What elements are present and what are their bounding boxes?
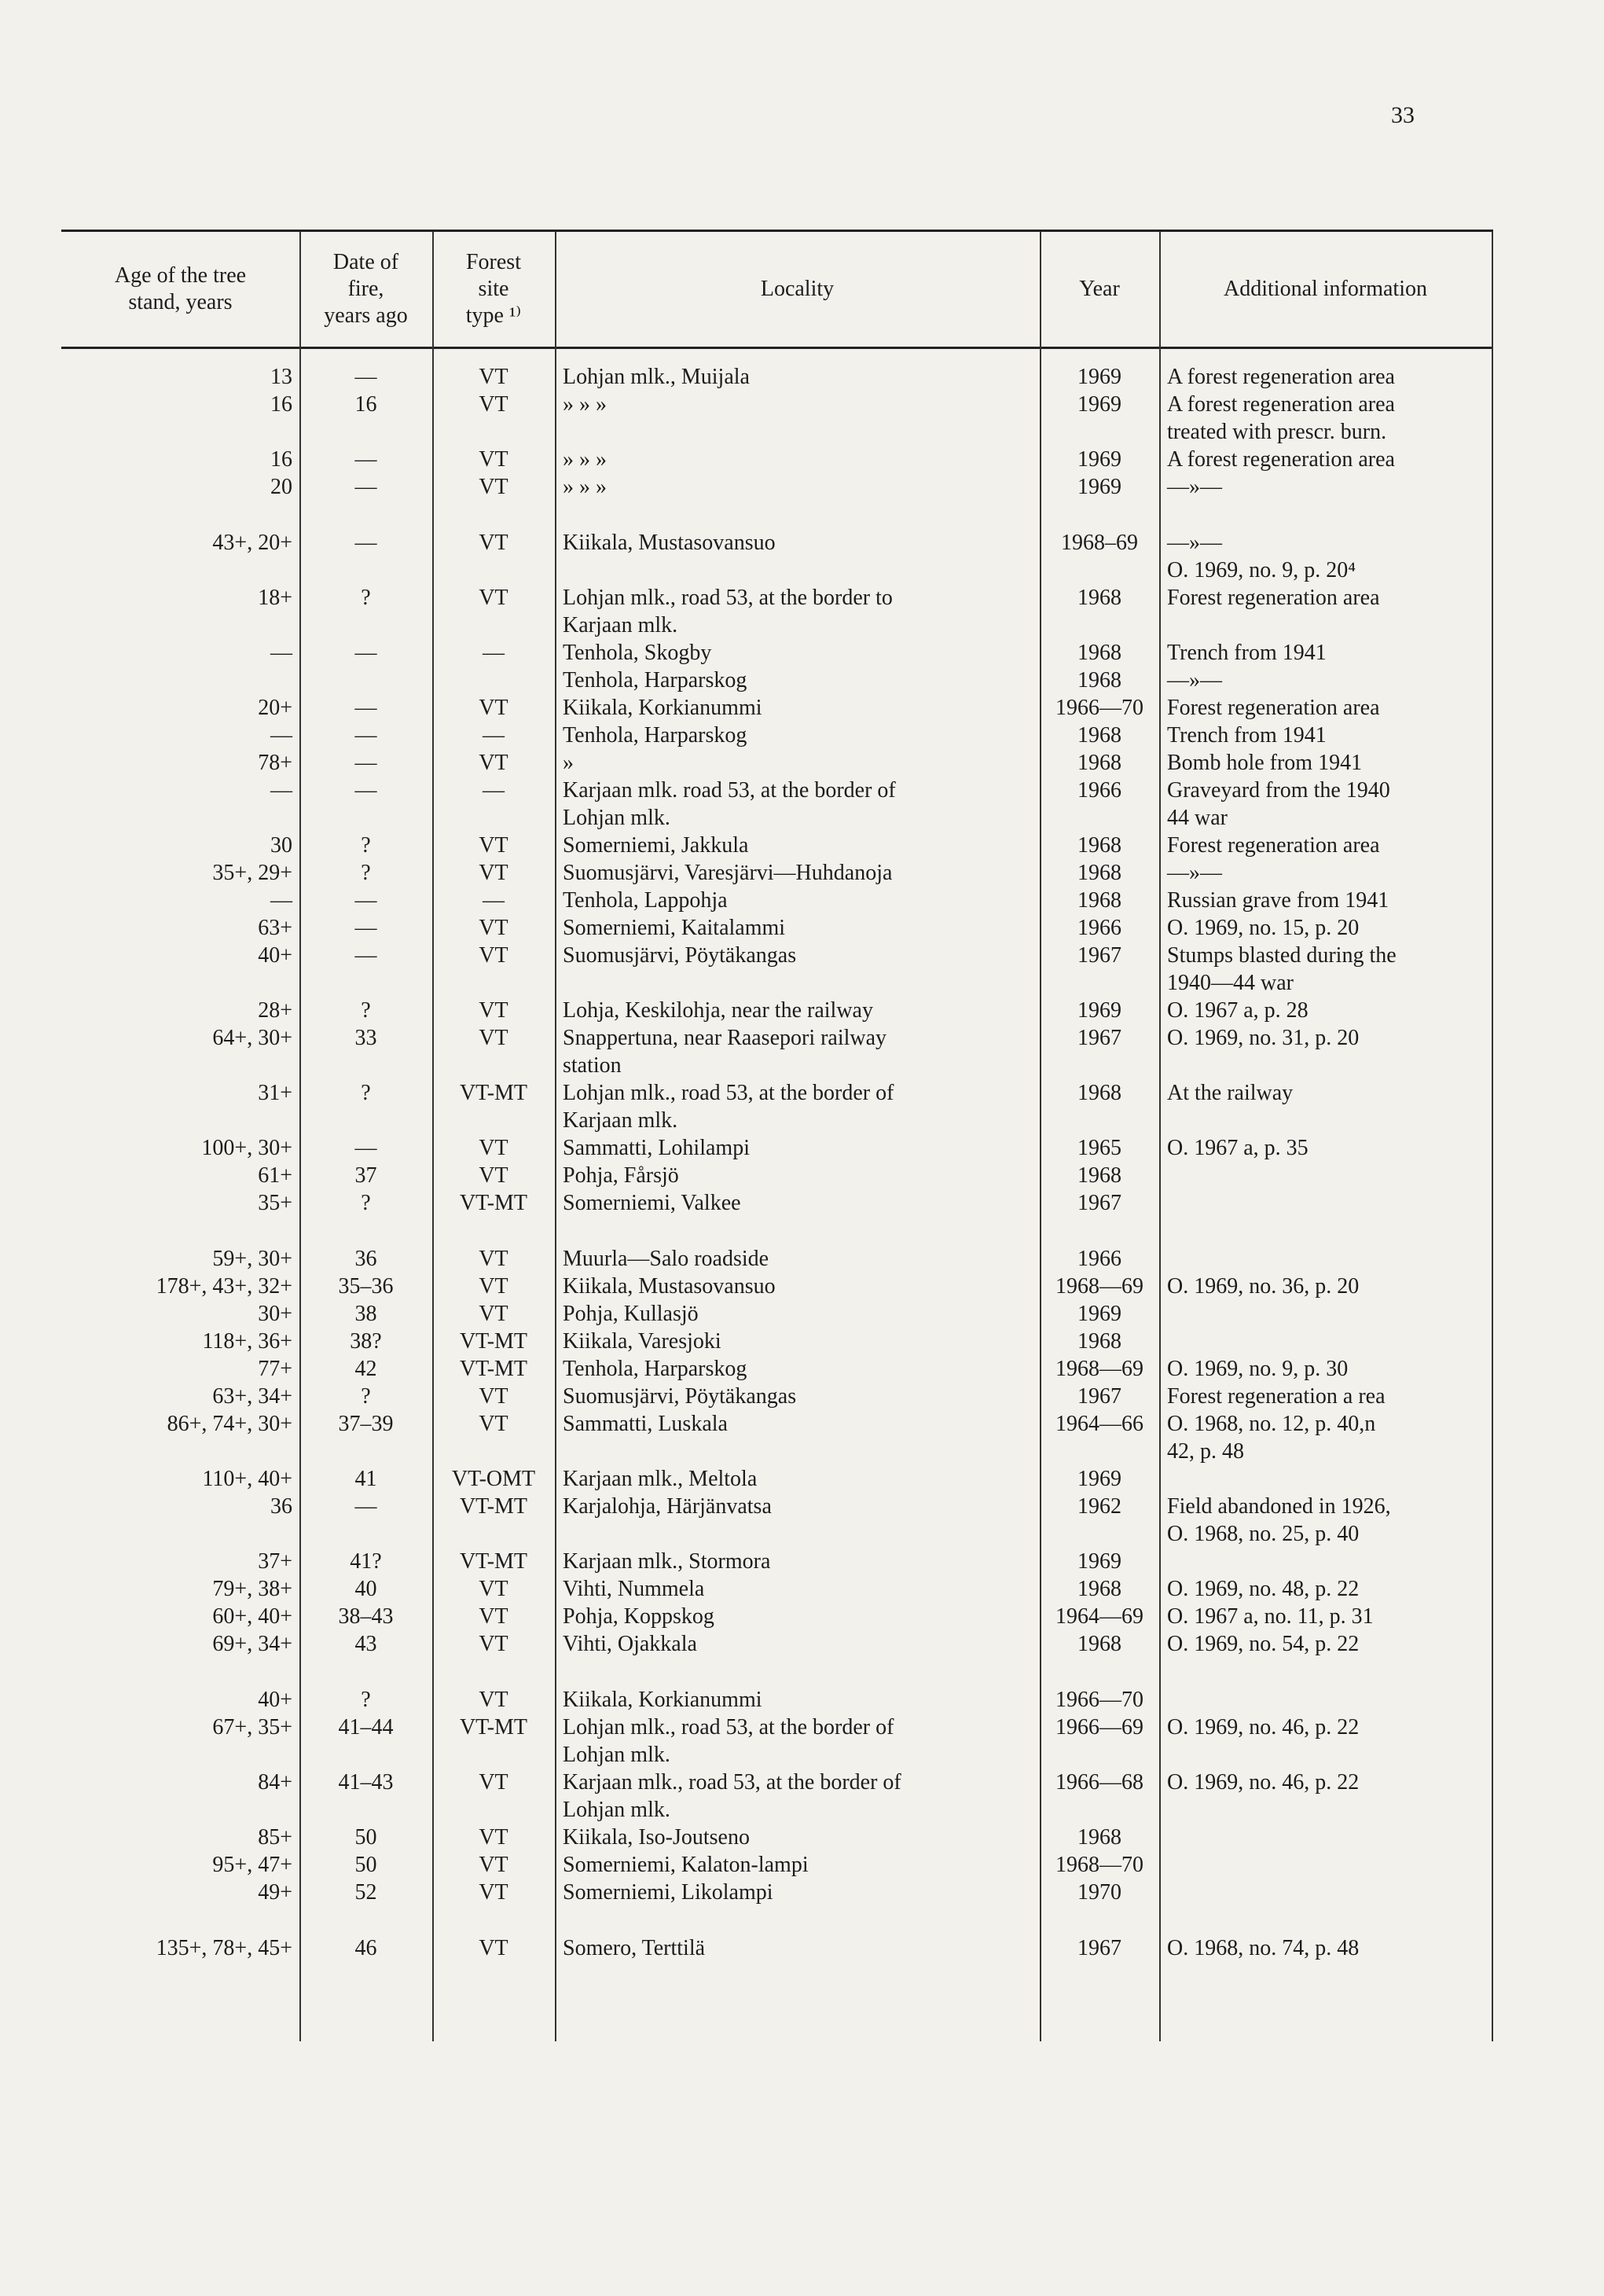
cell-site-type: — bbox=[483, 723, 505, 748]
cell-fire-date: — bbox=[354, 1494, 377, 1519]
cell-fire-date: 41? bbox=[350, 1549, 382, 1574]
cell-site-type: VT-MT bbox=[459, 1357, 528, 1381]
cell-fire-date: ? bbox=[361, 1384, 371, 1409]
cell-locality: Pohja, Kullasjö bbox=[563, 1302, 699, 1326]
cell-fire-date: 36 bbox=[354, 1247, 377, 1271]
cell-age: 78+ bbox=[258, 751, 292, 775]
cell-additional-info: A forest regeneration area bbox=[1167, 365, 1395, 389]
cell-age: 43+, 20+ bbox=[212, 531, 292, 555]
table-row bbox=[61, 1079, 1493, 1134]
cell-year: 1964—66 bbox=[1055, 1412, 1143, 1436]
cell-site-type: VT bbox=[479, 1688, 508, 1712]
cell-fire-date: — bbox=[354, 365, 377, 389]
cell-fire-date: 41 bbox=[354, 1467, 377, 1491]
cell-additional-info: Trench from 1941 bbox=[1167, 723, 1327, 748]
cell-site-type: VT bbox=[479, 1136, 508, 1160]
cell-age: 16 bbox=[270, 392, 292, 417]
header-age: Age of the tree stand, years bbox=[114, 263, 247, 314]
cell-locality: Lohjan mlk., road 53, at the border to Karjaan mlk. bbox=[563, 586, 893, 637]
cell-additional-info: O. 1969, no. 36, p. 20 bbox=[1167, 1274, 1360, 1299]
cell-year: 1966—69 bbox=[1055, 1715, 1143, 1739]
cell-fire-date: — bbox=[354, 778, 377, 803]
cell-year: 1968 bbox=[1077, 641, 1121, 665]
cell-year: 1966 bbox=[1077, 1247, 1121, 1271]
header-locality: Locality bbox=[760, 277, 835, 301]
cell-year: 1968 bbox=[1077, 586, 1121, 610]
cell-year: 1969 bbox=[1077, 1302, 1121, 1326]
cell-age: 135+, 78+, 45+ bbox=[156, 1936, 292, 1960]
header-additional-info: Additional information bbox=[1224, 277, 1427, 301]
cell-locality: Tenhola, Harparskog bbox=[563, 1357, 747, 1381]
cell-year: 1967 bbox=[1077, 1384, 1121, 1409]
cell-site-type: VT bbox=[479, 365, 508, 389]
cell-additional-info: Russian grave from 1941 bbox=[1167, 888, 1389, 913]
cell-year: 1969 bbox=[1077, 392, 1121, 417]
cell-year: 1968 bbox=[1077, 723, 1121, 748]
cell-additional-info: O. 1969, no. 31, p. 20 bbox=[1167, 1026, 1360, 1050]
cell-site-type: VT bbox=[479, 475, 508, 499]
cell-year: 1968—70 bbox=[1055, 1853, 1143, 1877]
cell-additional-info: Forest regeneration area bbox=[1167, 586, 1380, 610]
cell-site-type: VT bbox=[479, 833, 508, 858]
cell-age: 20+ bbox=[258, 696, 292, 720]
cell-site-type: VT bbox=[479, 1302, 508, 1326]
table-row bbox=[61, 1410, 1493, 1465]
cell-age: 64+, 30+ bbox=[212, 1026, 292, 1050]
cell-age: 79+, 38+ bbox=[212, 1577, 292, 1601]
cell-fire-date: 37 bbox=[354, 1163, 377, 1188]
table-row bbox=[61, 1934, 1493, 1962]
cell-site-type: VT bbox=[479, 998, 508, 1023]
cell-locality: Lohjan mlk., road 53, at the border of Lohjan mlk. bbox=[563, 1715, 894, 1767]
cell-fire-date: 52 bbox=[354, 1880, 377, 1905]
table-row bbox=[61, 1851, 1493, 1879]
cell-age: 13 bbox=[270, 365, 292, 389]
cell-site-type: VT bbox=[479, 1825, 508, 1850]
cell-additional-info: O. 1968, no. 12, p. 40,n 42, p. 48 bbox=[1167, 1412, 1376, 1464]
cell-fire-date: — bbox=[354, 475, 377, 499]
cell-additional-info: Forest regeneration area bbox=[1167, 833, 1380, 858]
cell-site-type: VT bbox=[479, 1163, 508, 1188]
cell-site-type: VT bbox=[479, 1026, 508, 1050]
cell-age: 37+ bbox=[258, 1549, 292, 1574]
cell-age: 85+ bbox=[258, 1825, 292, 1850]
cell-year: 1965 bbox=[1077, 1136, 1121, 1160]
table-row bbox=[61, 1245, 1493, 1273]
cell-site-type: VT bbox=[479, 1936, 508, 1960]
table-row bbox=[61, 1189, 1493, 1245]
cell-age: — bbox=[270, 723, 292, 748]
cell-year: 1967 bbox=[1077, 1191, 1121, 1215]
cell-age: 35+, 29+ bbox=[212, 861, 292, 885]
table-row bbox=[61, 1465, 1493, 1493]
table-row bbox=[61, 446, 1493, 473]
table-row bbox=[61, 529, 1493, 584]
table-row bbox=[61, 997, 1493, 1024]
cell-site-type: VT bbox=[479, 916, 508, 940]
cell-fire-date: — bbox=[354, 916, 377, 940]
cell-site-type: — bbox=[483, 641, 505, 665]
cell-fire-date: ? bbox=[361, 998, 371, 1023]
cell-year: 1968—69 bbox=[1055, 1274, 1143, 1299]
cell-site-type: — bbox=[483, 888, 505, 913]
table-row bbox=[61, 1300, 1493, 1328]
cell-site-type: VT bbox=[479, 1412, 508, 1436]
cell-site-type: VT-MT bbox=[459, 1081, 528, 1105]
table-row bbox=[61, 1134, 1493, 1162]
cell-site-type: VT-MT bbox=[459, 1549, 528, 1574]
cell-site-type: VT bbox=[479, 943, 508, 968]
cell-fire-date: ? bbox=[361, 1191, 371, 1215]
cell-year: 1968 bbox=[1077, 668, 1121, 692]
cell-locality: Kiikala, Korkianummi bbox=[563, 696, 762, 720]
cell-locality: Lohjan mlk., Muijala bbox=[563, 365, 750, 389]
cell-fire-date: ? bbox=[361, 833, 371, 858]
cell-locality: » » » bbox=[563, 447, 607, 472]
cell-fire-date: ? bbox=[361, 1081, 371, 1105]
cell-locality: Snappertuna, near Raasepori railway station bbox=[563, 1026, 887, 1078]
cell-year: 1969 bbox=[1077, 475, 1121, 499]
cell-year: 1962 bbox=[1077, 1494, 1121, 1519]
cell-age: 95+, 47+ bbox=[212, 1853, 292, 1877]
cell-year: 1966—70 bbox=[1055, 1688, 1143, 1712]
cell-year: 1967 bbox=[1077, 1026, 1121, 1050]
table-row bbox=[61, 584, 1493, 639]
cell-site-type: VT bbox=[479, 447, 508, 472]
table-row bbox=[61, 1383, 1493, 1410]
cell-locality: Kiikala, Mustasovansuo bbox=[563, 531, 776, 555]
cell-year: 1968 bbox=[1077, 833, 1121, 858]
table-row bbox=[61, 391, 1493, 446]
cell-site-type: VT bbox=[479, 1384, 508, 1409]
cell-locality: Kiikala, Varesjoki bbox=[563, 1329, 721, 1354]
cell-year: 1964—69 bbox=[1055, 1604, 1143, 1629]
cell-locality: Muurla—Salo roadside bbox=[563, 1247, 769, 1271]
cell-age: 69+, 34+ bbox=[212, 1632, 292, 1656]
table-row bbox=[61, 1548, 1493, 1575]
cell-locality: Karjaan mlk., Stormora bbox=[563, 1549, 771, 1574]
cell-locality: Karjaan mlk., Meltola bbox=[563, 1467, 758, 1491]
cell-fire-date: 33 bbox=[354, 1026, 377, 1050]
cell-locality: Tenhola, Harparskog bbox=[563, 668, 747, 692]
cell-locality: Suomusjärvi, Pöytäkangas bbox=[563, 1384, 797, 1409]
cell-fire-date: 37–39 bbox=[338, 1412, 394, 1436]
cell-locality: Suomusjärvi, Pöytäkangas bbox=[563, 943, 797, 968]
table-row bbox=[61, 1328, 1493, 1355]
cell-year: 1968 bbox=[1077, 1632, 1121, 1656]
cell-age: 110+, 40+ bbox=[202, 1467, 292, 1491]
cell-year: 1969 bbox=[1077, 1549, 1121, 1574]
cell-locality: Karjaan mlk., road 53, at the border of Lohjan mlk. bbox=[563, 1770, 901, 1822]
cell-fire-date: — bbox=[354, 696, 377, 720]
cell-age: 63+ bbox=[258, 916, 292, 940]
cell-year: 1970 bbox=[1077, 1880, 1121, 1905]
cell-age: 30+ bbox=[258, 1302, 292, 1326]
cell-site-type: VT bbox=[479, 1247, 508, 1271]
cell-locality: Somerniemi, Jakkula bbox=[563, 833, 749, 858]
cell-age: 63+, 34+ bbox=[212, 1384, 292, 1409]
cell-year: 1969 bbox=[1077, 365, 1121, 389]
cell-fire-date: 42 bbox=[354, 1357, 377, 1381]
cell-fire-date: 50 bbox=[354, 1853, 377, 1877]
table-row bbox=[61, 1575, 1493, 1603]
cell-fire-date: — bbox=[354, 943, 377, 968]
cell-locality: Tenhola, Harparskog bbox=[563, 723, 747, 748]
cell-site-type: VT-MT bbox=[459, 1715, 528, 1739]
cell-age: 31+ bbox=[258, 1081, 292, 1105]
cell-year: 1968 bbox=[1077, 1329, 1121, 1354]
cell-locality: Lohja, Keskilohja, near the railway bbox=[563, 998, 873, 1023]
table-row bbox=[61, 1686, 1493, 1714]
cell-age: 86+, 74+, 30+ bbox=[167, 1412, 292, 1436]
cell-fire-date: ? bbox=[361, 586, 371, 610]
table-row bbox=[61, 667, 1493, 694]
cell-locality: Somerniemi, Likolampi bbox=[563, 1880, 773, 1905]
table-row bbox=[61, 1603, 1493, 1630]
cell-additional-info: O. 1968, no. 74, p. 48 bbox=[1167, 1936, 1360, 1960]
cell-site-type: VT bbox=[479, 861, 508, 885]
cell-locality: Kiikala, Iso-Joutseno bbox=[563, 1825, 750, 1850]
table-row bbox=[61, 1769, 1493, 1824]
cell-age: 100+, 30+ bbox=[201, 1136, 292, 1160]
cell-locality: Tenhola, Skogby bbox=[563, 641, 712, 665]
cell-site-type: VT bbox=[479, 1770, 508, 1795]
cell-age: 60+, 40+ bbox=[212, 1604, 292, 1629]
cell-age: 67+, 35+ bbox=[212, 1715, 292, 1739]
cell-year: 1968 bbox=[1077, 1825, 1121, 1850]
page-number: 33 bbox=[1391, 102, 1415, 128]
cell-additional-info: O. 1969, no. 48, p. 22 bbox=[1167, 1577, 1360, 1601]
cell-additional-info: Field abandoned in 1926, O. 1968, no. 25, p. 40 bbox=[1167, 1494, 1391, 1546]
cell-additional-info: —»— bbox=[1167, 668, 1222, 692]
cell-fire-date: ? bbox=[361, 861, 371, 885]
header-fire-date: Date of fire, years ago bbox=[324, 250, 408, 328]
cell-age: 20 bbox=[270, 475, 292, 499]
cell-year: 1968–69 bbox=[1061, 531, 1138, 555]
cell-age: — bbox=[270, 778, 292, 803]
table-row bbox=[61, 777, 1493, 832]
cell-additional-info: Trench from 1941 bbox=[1167, 641, 1327, 665]
cell-age: 77+ bbox=[258, 1357, 292, 1381]
cell-year: 1966 bbox=[1077, 916, 1121, 940]
cell-age: 28+ bbox=[258, 998, 292, 1023]
cell-year: 1968 bbox=[1077, 888, 1121, 913]
cell-additional-info: O. 1969, no. 15, p. 20 bbox=[1167, 916, 1360, 940]
cell-additional-info: Forest regeneration area bbox=[1167, 696, 1380, 720]
cell-site-type: VT bbox=[479, 1880, 508, 1905]
cell-locality: Suomusjärvi, Varesjärvi—Huhdanoja bbox=[563, 861, 893, 885]
cell-fire-date: 41–43 bbox=[338, 1770, 394, 1795]
cell-site-type: VT bbox=[479, 531, 508, 555]
cell-locality: Kiikala, Korkianummi bbox=[563, 1688, 762, 1712]
cell-year: 1968 bbox=[1077, 1081, 1121, 1105]
cell-fire-date: 38–43 bbox=[338, 1604, 394, 1629]
cell-site-type: VT-MT bbox=[459, 1329, 528, 1354]
cell-site-type: VT bbox=[479, 1632, 508, 1656]
cell-locality: Kiikala, Mustasovansuo bbox=[563, 1274, 776, 1299]
cell-year: 1966 bbox=[1077, 778, 1121, 803]
cell-year: 1966—68 bbox=[1055, 1770, 1143, 1795]
cell-age: 40+ bbox=[258, 943, 292, 968]
cell-fire-date: — bbox=[354, 447, 377, 472]
cell-age: 18+ bbox=[258, 586, 292, 610]
cell-year: 1968 bbox=[1077, 1577, 1121, 1601]
table-row bbox=[61, 1824, 1493, 1851]
table-row bbox=[61, 914, 1493, 942]
cell-additional-info: O. 1967 a, p. 35 bbox=[1167, 1136, 1309, 1160]
cell-locality: Lohjan mlk., road 53, at the border of Karjaan mlk. bbox=[563, 1081, 894, 1133]
cell-fire-date: 40 bbox=[354, 1577, 377, 1601]
cell-site-type: VT bbox=[479, 586, 508, 610]
cell-site-type: VT bbox=[479, 751, 508, 775]
cell-locality: » » » bbox=[563, 392, 607, 417]
cell-site-type: VT bbox=[479, 696, 508, 720]
cell-age: — bbox=[270, 888, 292, 913]
cell-locality: Karjalohja, Härjänvatsa bbox=[563, 1494, 772, 1519]
cell-age: 16 bbox=[270, 447, 292, 472]
cell-locality: Sammatti, Lohilampi bbox=[563, 1136, 750, 1160]
table-row bbox=[61, 832, 1493, 859]
cell-fire-date: — bbox=[354, 723, 377, 748]
cell-additional-info: O. 1967 a, no. 11, p. 31 bbox=[1167, 1604, 1374, 1629]
cell-fire-date: — bbox=[354, 888, 377, 913]
table-row bbox=[61, 1273, 1493, 1300]
header-bottom-rule bbox=[61, 347, 1493, 349]
table-body bbox=[61, 363, 1493, 1962]
cell-year: 1968 bbox=[1077, 751, 1121, 775]
cell-additional-info: —»— bbox=[1167, 861, 1222, 885]
cell-locality: Sammatti, Luskala bbox=[563, 1412, 728, 1436]
table-row bbox=[61, 1493, 1493, 1548]
cell-fire-date: ? bbox=[361, 1688, 371, 1712]
cell-fire-date: — bbox=[354, 751, 377, 775]
cell-site-type: VT bbox=[479, 1577, 508, 1601]
cell-site-type: VT-OMT bbox=[451, 1467, 536, 1491]
cell-locality: » bbox=[563, 751, 574, 775]
cell-additional-info: —»— O. 1969, no. 9, p. 20⁴ bbox=[1167, 531, 1356, 582]
table-row bbox=[61, 1714, 1493, 1769]
table-row bbox=[61, 942, 1493, 997]
cell-fire-date: — bbox=[354, 1136, 377, 1160]
cell-additional-info: At the railway bbox=[1167, 1081, 1294, 1105]
cell-site-type: VT bbox=[479, 1274, 508, 1299]
data-table bbox=[61, 230, 1493, 2045]
table-row bbox=[61, 363, 1493, 391]
cell-locality: Somerniemi, Kalaton-lampi bbox=[563, 1853, 809, 1877]
table-row bbox=[61, 1879, 1493, 1934]
cell-additional-info: O. 1969, no. 46, p. 22 bbox=[1167, 1770, 1360, 1795]
cell-year: 1967 bbox=[1077, 1936, 1121, 1960]
cell-locality: Tenhola, Lappohja bbox=[563, 888, 728, 913]
cell-additional-info: Graveyard from the 1940 44 war bbox=[1167, 778, 1390, 830]
cell-additional-info: —»— bbox=[1167, 475, 1222, 499]
cell-additional-info: Forest regeneration a rea bbox=[1167, 1384, 1386, 1409]
cell-year: 1969 bbox=[1077, 998, 1121, 1023]
cell-additional-info: O. 1969, no. 9, p. 30 bbox=[1167, 1357, 1349, 1381]
cell-locality: Somerniemi, Valkee bbox=[563, 1191, 741, 1215]
header-site-type: Forest site type ¹⁾ bbox=[465, 250, 522, 328]
cell-locality: Karjaan mlk. road 53, at the border of Lohjan mlk. bbox=[563, 778, 896, 830]
cell-year: 1967 bbox=[1077, 943, 1121, 968]
table-row bbox=[61, 639, 1493, 667]
cell-age: 30 bbox=[270, 833, 292, 858]
table-row bbox=[61, 749, 1493, 777]
cell-age: 178+, 43+, 32+ bbox=[156, 1274, 292, 1299]
cell-site-type: VT bbox=[479, 1853, 508, 1877]
cell-age: 59+, 30+ bbox=[212, 1247, 292, 1271]
cell-age: 118+, 36+ bbox=[202, 1329, 292, 1354]
cell-fire-date: 16 bbox=[354, 392, 377, 417]
cell-additional-info: A forest regeneration area treated with prescr. burn. bbox=[1167, 392, 1395, 444]
table-row bbox=[61, 473, 1493, 529]
cell-fire-date: — bbox=[354, 641, 377, 665]
cell-locality: Vihti, Ojakkala bbox=[563, 1632, 697, 1656]
cell-fire-date: 41–44 bbox=[338, 1715, 394, 1739]
table-row bbox=[61, 1355, 1493, 1383]
header-year: Year bbox=[1079, 277, 1120, 301]
table-row bbox=[61, 1024, 1493, 1079]
cell-year: 1968 bbox=[1077, 1163, 1121, 1188]
cell-year: 1966—70 bbox=[1055, 696, 1143, 720]
cell-fire-date: 46 bbox=[354, 1936, 377, 1960]
cell-year: 1969 bbox=[1077, 447, 1121, 472]
cell-year: 1968 bbox=[1077, 861, 1121, 885]
cell-fire-date: 38? bbox=[350, 1329, 382, 1354]
cell-locality: Somero, Terttilä bbox=[563, 1936, 706, 1960]
cell-site-type: VT-MT bbox=[459, 1494, 528, 1519]
table-row bbox=[61, 722, 1493, 749]
table-row bbox=[61, 1162, 1493, 1189]
cell-fire-date: 35–36 bbox=[338, 1274, 394, 1299]
cell-locality: Pohja, Fårsjö bbox=[563, 1163, 679, 1188]
cell-year: 1968—69 bbox=[1055, 1357, 1143, 1381]
cell-additional-info: Stumps blasted during the 1940—44 war bbox=[1167, 943, 1397, 995]
cell-age: 40+ bbox=[258, 1688, 292, 1712]
table-row bbox=[61, 887, 1493, 914]
cell-additional-info: O. 1969, no. 54, p. 22 bbox=[1167, 1632, 1360, 1656]
cell-additional-info: Bomb hole from 1941 bbox=[1167, 751, 1363, 775]
table-row bbox=[61, 859, 1493, 887]
cell-site-type: VT bbox=[479, 1604, 508, 1629]
cell-additional-info: O. 1967 a, p. 28 bbox=[1167, 998, 1309, 1023]
cell-additional-info: A forest regeneration area bbox=[1167, 447, 1395, 472]
cell-fire-date: 38 bbox=[354, 1302, 377, 1326]
cell-age: 49+ bbox=[258, 1880, 292, 1905]
cell-additional-info: O. 1969, no. 46, p. 22 bbox=[1167, 1715, 1360, 1739]
cell-locality: Somerniemi, Kaitalammi bbox=[563, 916, 786, 940]
cell-fire-date: 43 bbox=[354, 1632, 377, 1656]
cell-year: 1969 bbox=[1077, 1467, 1121, 1491]
cell-site-type: — bbox=[483, 778, 505, 803]
cell-locality: Pohja, Koppskog bbox=[563, 1604, 714, 1629]
cell-locality: Vihti, Nummela bbox=[563, 1577, 705, 1601]
cell-fire-date: — bbox=[354, 531, 377, 555]
cell-age: 84+ bbox=[258, 1770, 292, 1795]
cell-age: 35+ bbox=[258, 1191, 292, 1215]
cell-site-type: VT bbox=[479, 392, 508, 417]
table-row bbox=[61, 1630, 1493, 1686]
cell-site-type: VT-MT bbox=[459, 1191, 528, 1215]
cell-locality: » » » bbox=[563, 475, 607, 499]
cell-age: 61+ bbox=[258, 1163, 292, 1188]
cell-age: — bbox=[270, 641, 292, 665]
table-row bbox=[61, 694, 1493, 722]
cell-fire-date: 50 bbox=[354, 1825, 377, 1850]
cell-age: 36 bbox=[270, 1494, 292, 1519]
